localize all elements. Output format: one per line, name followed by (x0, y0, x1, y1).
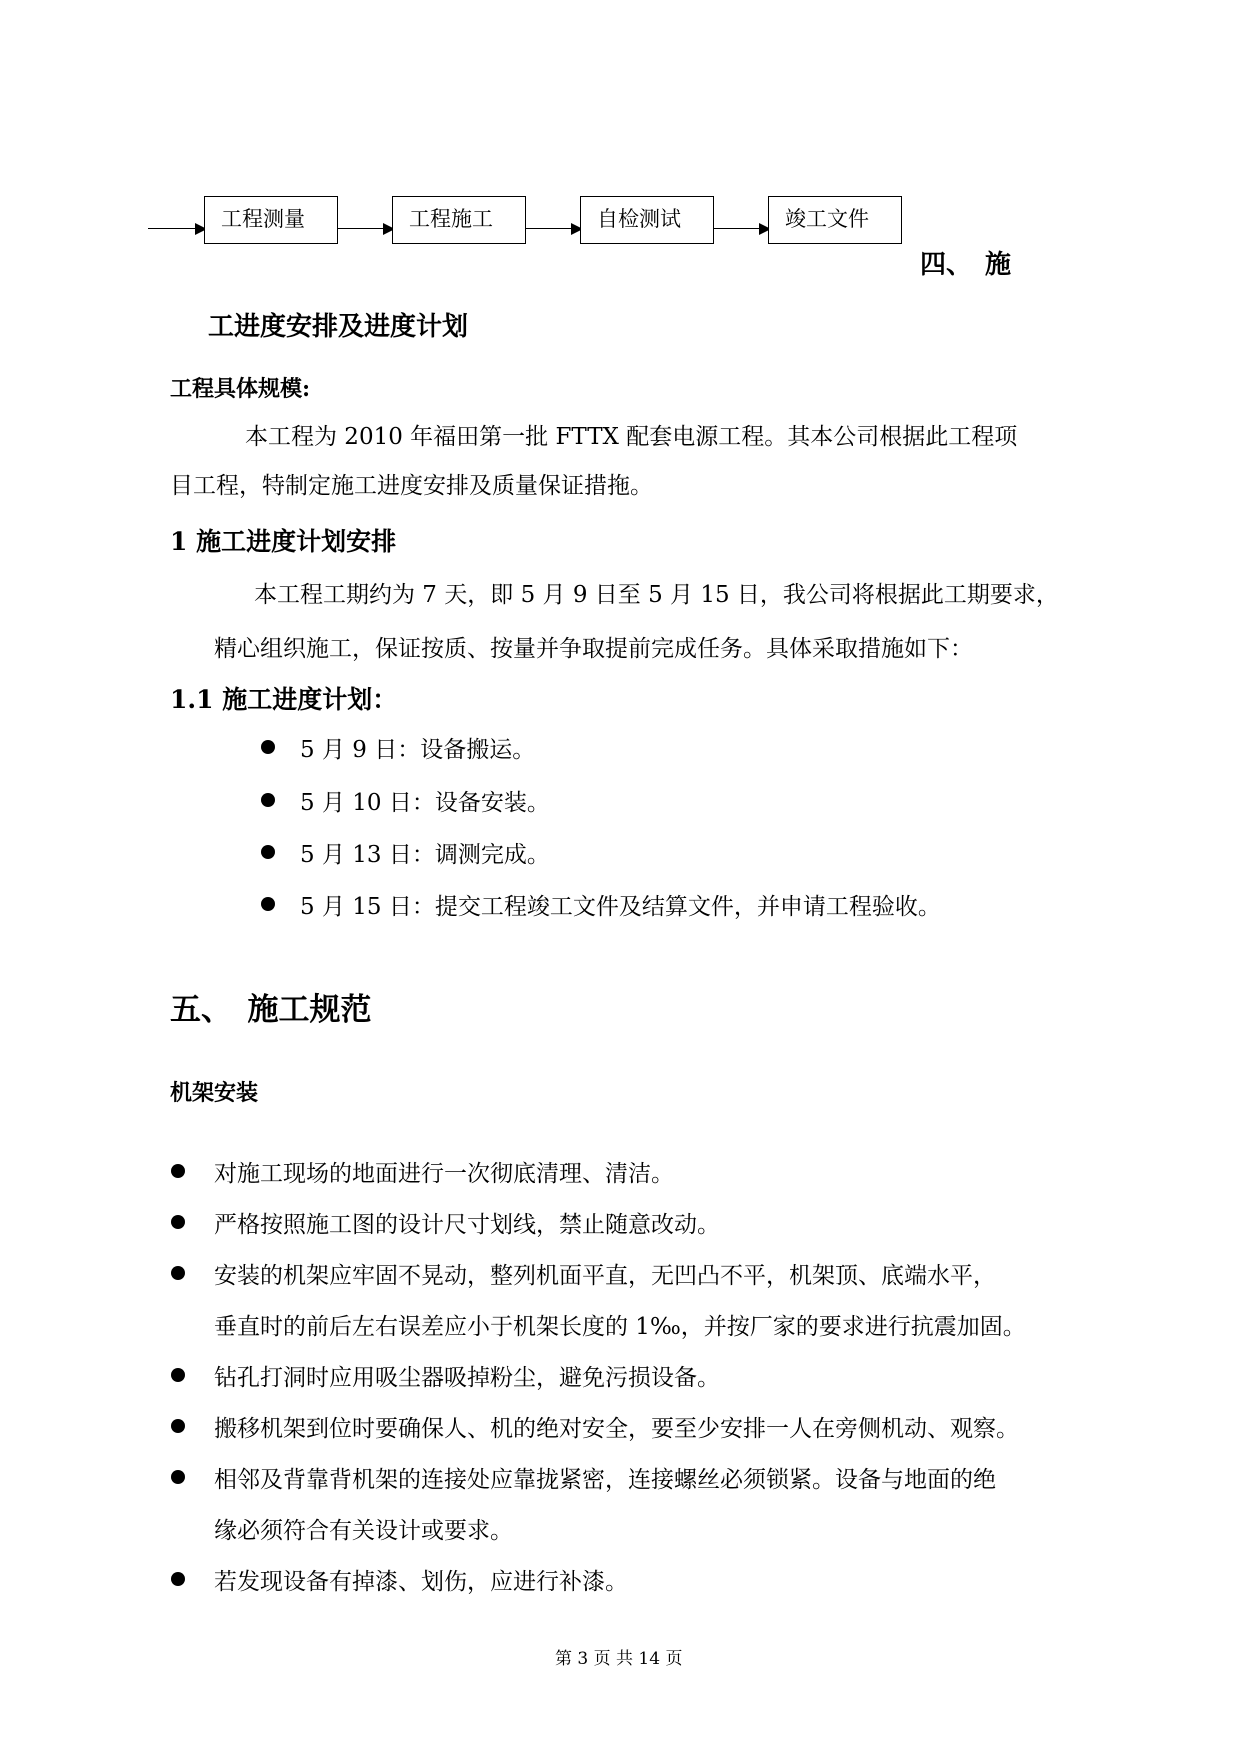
spec-item: 严格按照施工图的设计尺寸划线，禁止随意改动。 (214, 1212, 720, 1238)
schedule-item: 5 月 15 日：提交工程竣工文件及结算文件，并申请工程验收。 (300, 894, 941, 920)
bullet-icon (171, 1572, 185, 1586)
bullet-icon (261, 845, 275, 859)
flow-step-survey: 工程测量 (204, 196, 338, 244)
bullet-icon (171, 1164, 185, 1178)
flow-arrow-line (714, 228, 764, 229)
scale-paragraph-line1: 本工程为 2010 年福田第一批 FTTX 配套电源工程。其本公司根据此工程项 (245, 424, 1018, 450)
bullet-icon (171, 1215, 185, 1229)
schedule-item: 5 月 10 日：设备安装。 (300, 790, 550, 816)
bullet-icon (261, 793, 275, 807)
section4-heading-line2: 工进度安排及进度计划 (208, 312, 469, 342)
flow-step-completion-docs: 竣工文件 (768, 196, 902, 244)
spec-item-continuation: 缘必须符合有关设计或要求。 (214, 1518, 513, 1544)
spec-item: 若发现设备有掉漆、划伤，应进行补漆。 (214, 1569, 628, 1595)
flow-arrow-line (148, 228, 200, 229)
bullet-icon (171, 1470, 185, 1484)
spec-item: 相邻及背靠背机架的连接处应靠拢紧密，连接螺丝必须锁紧。设备与地面的绝 (214, 1467, 996, 1493)
bullet-icon (261, 740, 275, 754)
flow-arrow-line (526, 228, 576, 229)
bullet-icon (171, 1419, 185, 1433)
page-footer: 第 3 页 共 14 页 (555, 1649, 683, 1669)
scale-paragraph-line2: 目工程，特制定施工进度安排及质量保证措拖。 (170, 473, 653, 499)
schedule-item: 5 月 9 日：设备搬运。 (300, 737, 536, 763)
plan-paragraph-line1: 本工程工期约为 7 天，即 5 月 9 日至 5 月 15 日，我公司将根据此工期要求， (254, 582, 1059, 608)
section5-heading: 五、 施工规范 (170, 992, 372, 1028)
flow-step-self-test: 自检测试 (580, 196, 714, 244)
bullet-icon (171, 1368, 185, 1382)
scale-label: 工程具体规模: (170, 376, 311, 402)
section4-heading-line1: 四、 施 (920, 250, 1012, 280)
plan-paragraph-line2: 精心组织施工，保证按质、按量并争取提前完成任务。具体采取措施如下： (214, 636, 973, 662)
spec-item: 搬移机架到位时要确保人、机的绝对安全，要至少安排一人在旁侧机动、观察。 (214, 1416, 1019, 1442)
bullet-icon (261, 897, 275, 911)
flow-arrow-line (338, 228, 388, 229)
schedule-item: 5 月 13 日：调测完成。 (300, 842, 550, 868)
schedule-heading: 1.1 施工进度计划： (170, 685, 398, 714)
spec-item: 钻孔打洞时应用吸尘器吸掉粉尘，避免污损设备。 (214, 1365, 720, 1391)
bullet-icon (171, 1266, 185, 1280)
spec-item: 安装的机架应牢固不晃动，整列机面平直，无凹凸不平，机架顶、底端水平， (214, 1263, 996, 1289)
spec-item-continuation: 垂直时的前后左右误差应小于机架长度的 1‰，并按厂家的要求进行抗震加固。 (214, 1314, 1026, 1340)
plan-heading: 1 施工进度计划安排 (170, 527, 397, 556)
section5-subheading: 机架安装 (170, 1080, 259, 1106)
flow-step-construction: 工程施工 (392, 196, 526, 244)
spec-item: 对施工现场的地面进行一次彻底清理、清洁。 (214, 1161, 674, 1187)
